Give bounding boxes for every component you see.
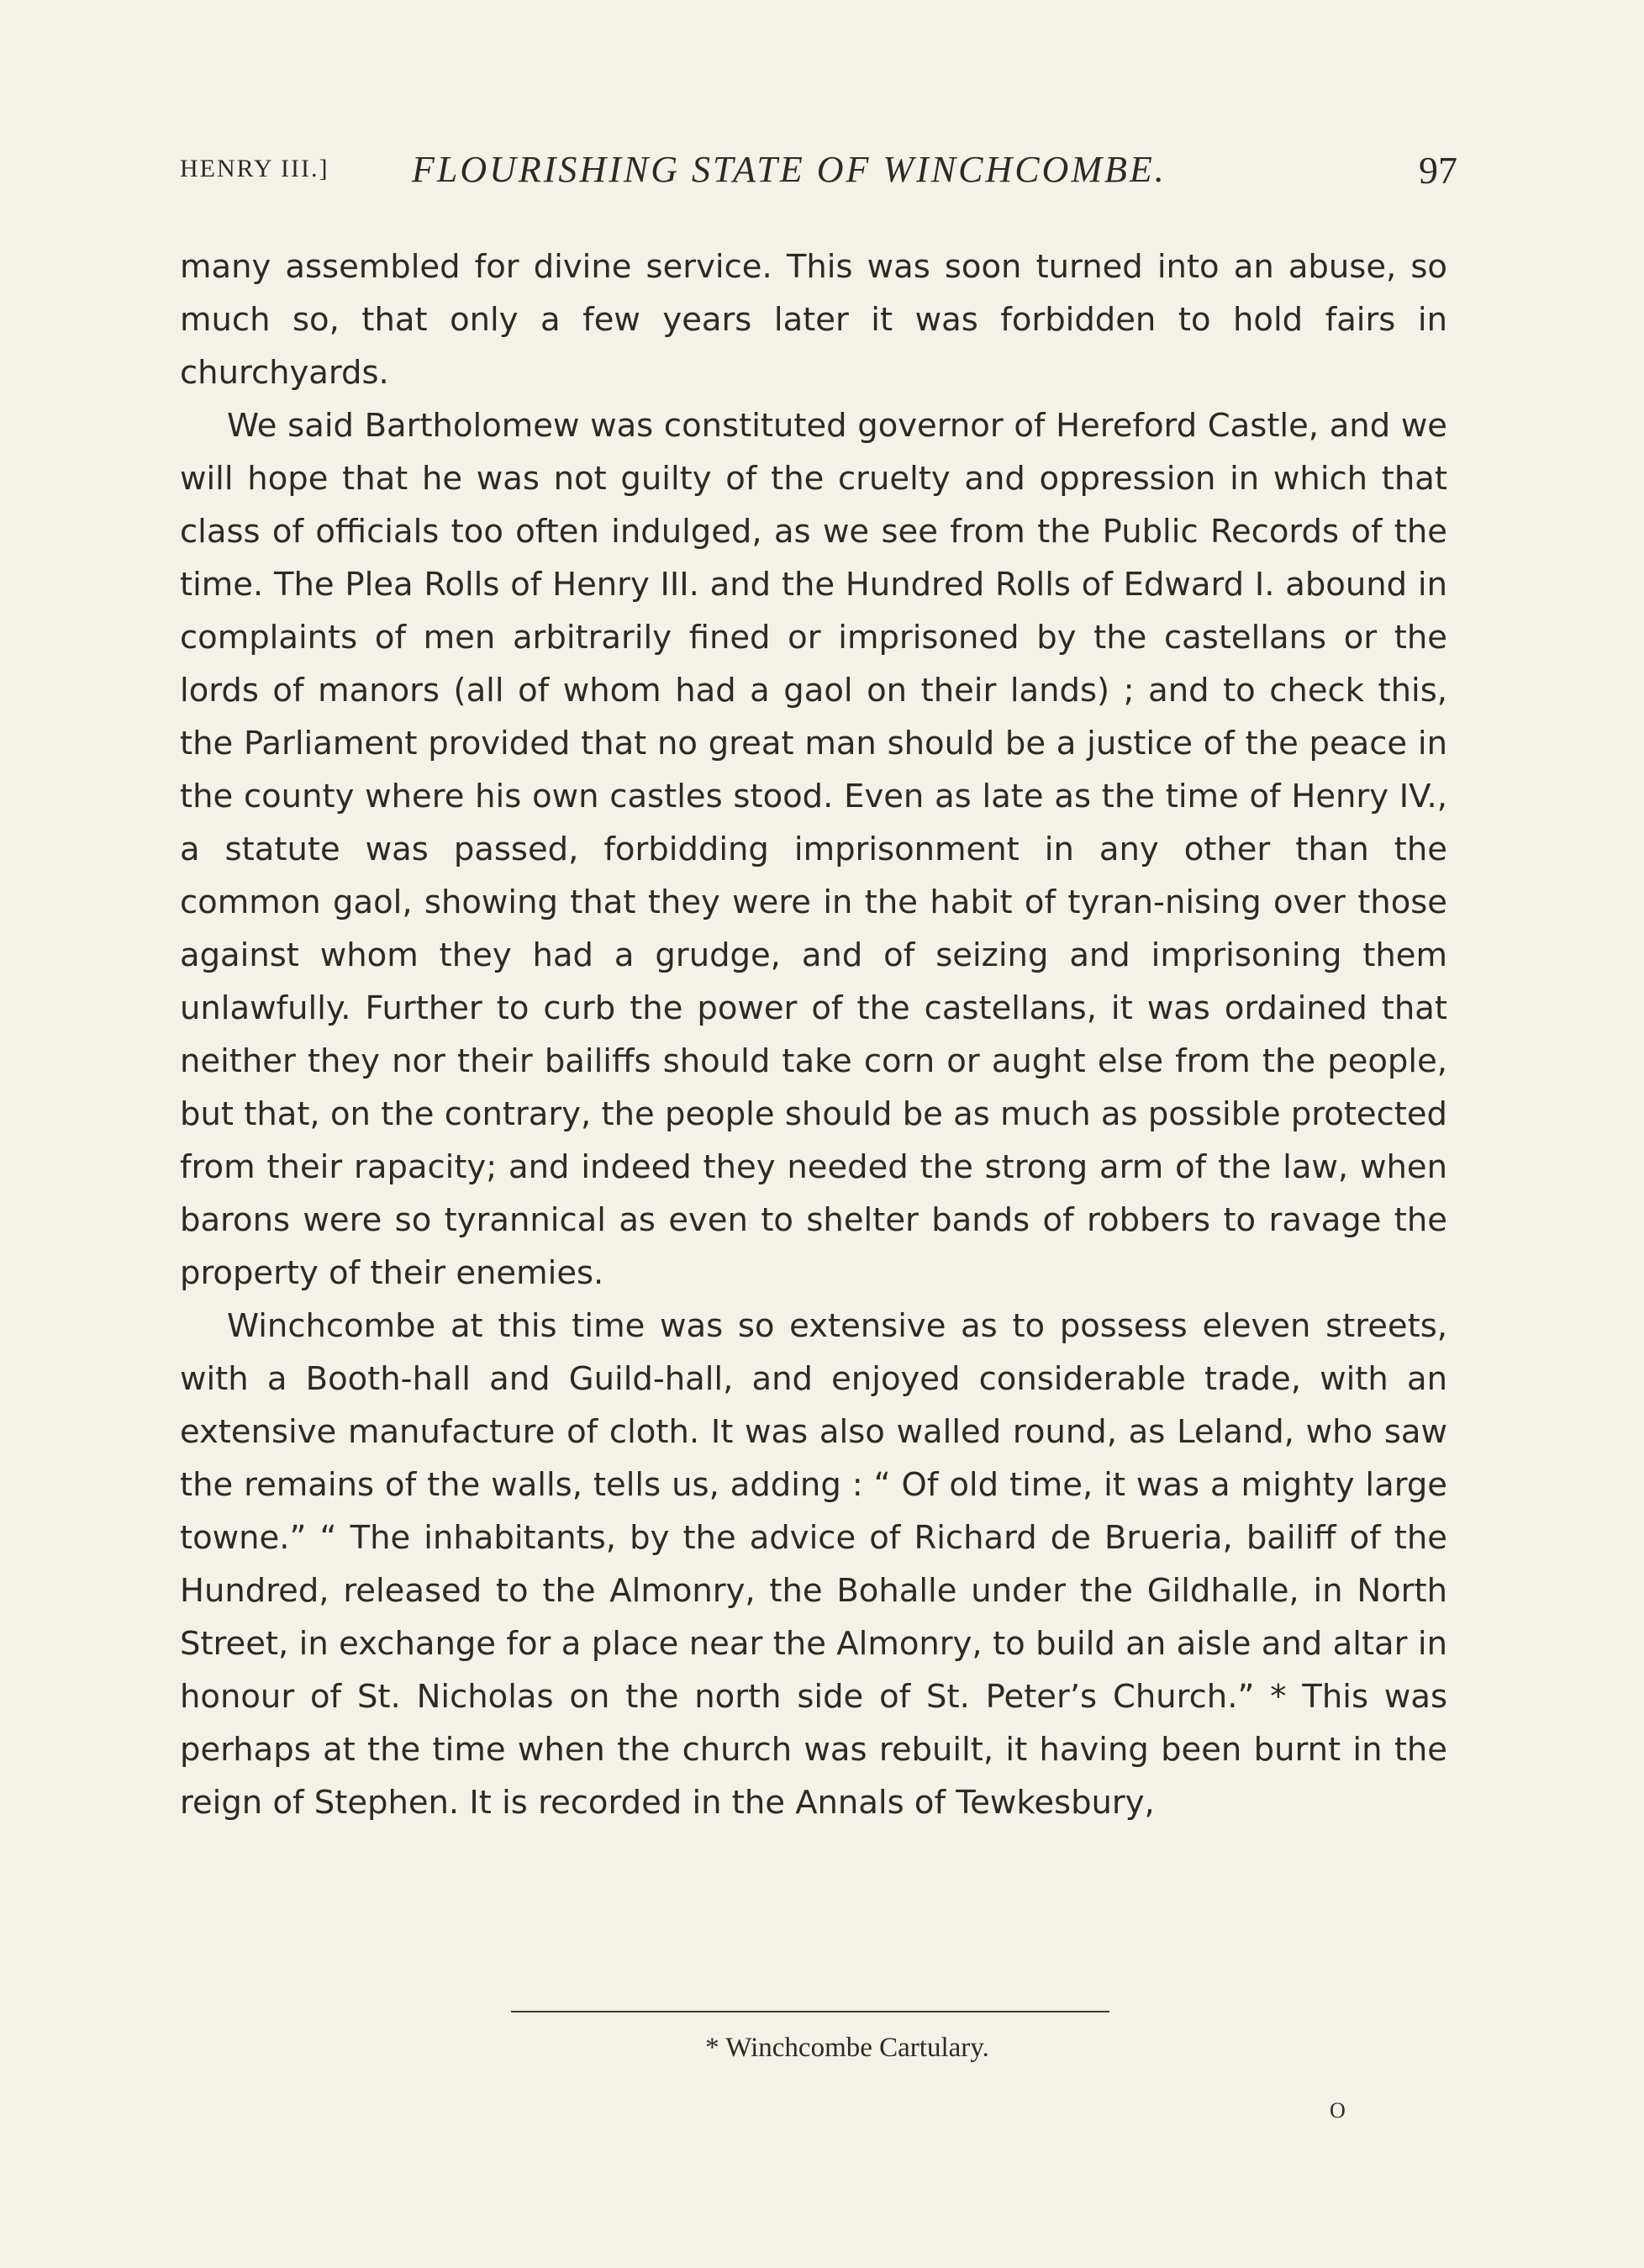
running-title: FLOURISHING STATE OF WINCHCOMBE. xyxy=(412,149,1167,190)
footnote xyxy=(0,2033,1644,2064)
signature-mark: O xyxy=(1330,2098,1346,2123)
footnote-rule xyxy=(511,2011,1109,2012)
page-number: 97 xyxy=(1419,149,1457,192)
page-header xyxy=(180,143,1457,210)
paragraph-winchcombe: Winchcombe at this time was so extensive as to possess eleven streets, with a Booth-hall and Guild-hall, and enjoyed considerable trade, with an extensive manufacture of cloth. It was also walled round, as Leland, who saw the remains of the walls, tells us, adding : “ Of old time, it was a mighty large towne.” “ The inhabitants, by the advice of Richard de Brueria, bailiff of the Hundred, released to the Almonry, the Bohalle under the Gildhalle, in North Street, in exchange for a place near the Almonry, to build an aisle and altar in honour of St. Nicholas on the north side of St. Peter’s Church.” * This was perhaps at the time when the church was rebuilt, it having been burnt in the reign of Stephen. It is recorded in the Annals of Tewkesbury, xyxy=(180,1307,1447,1822)
paragraph-hereford-castle: We said Bartholomew was constituted governor of Hereford Castle, and we will hope that he was not guilty of the cruelty and oppression in which that class of officials too often indulged, as we see from the Public Records of the time. The Plea Rolls of Henry III. and the Hundred Rolls of Edward I. abound in complaints of men arbitrarily fined or imprisoned by the castellans or the lords of manors (all of whom had a gaol on their lands) ; and to check this, the Parliament provided that no great man should be a justice of the peace in the county where his own castles stood. Even as late as the time of Henry IV., a statute was passed, forbidding imprisonment in any other than the common gaol, showing that they were in the habit of tyran-nising over those against whom they had a grudge, and of seizing and imprisoning them unlawfully. Further to curb the power of the castellans, it was ordained that neither they nor their bailiffs should take corn or aught else from the people, but that, on the contrary, the people should be as much as possible protected from their rapacity; and indeed they needed the strong arm of the law, when barons were so tyrannical as even to shelter bands of robbers to ravage the property of their enemies. xyxy=(180,407,1447,1292)
body-text xyxy=(180,240,1447,1829)
paragraph-continued: many assembled for divine service. This was soon turned into an abuse, so much so, that only a few years later it was forbidden to hold fairs in churchyards. xyxy=(180,248,1447,392)
footnote-text: * Winchcombe Cartulary. xyxy=(705,2033,989,2063)
running-head-left: HENRY III.] xyxy=(180,155,329,182)
